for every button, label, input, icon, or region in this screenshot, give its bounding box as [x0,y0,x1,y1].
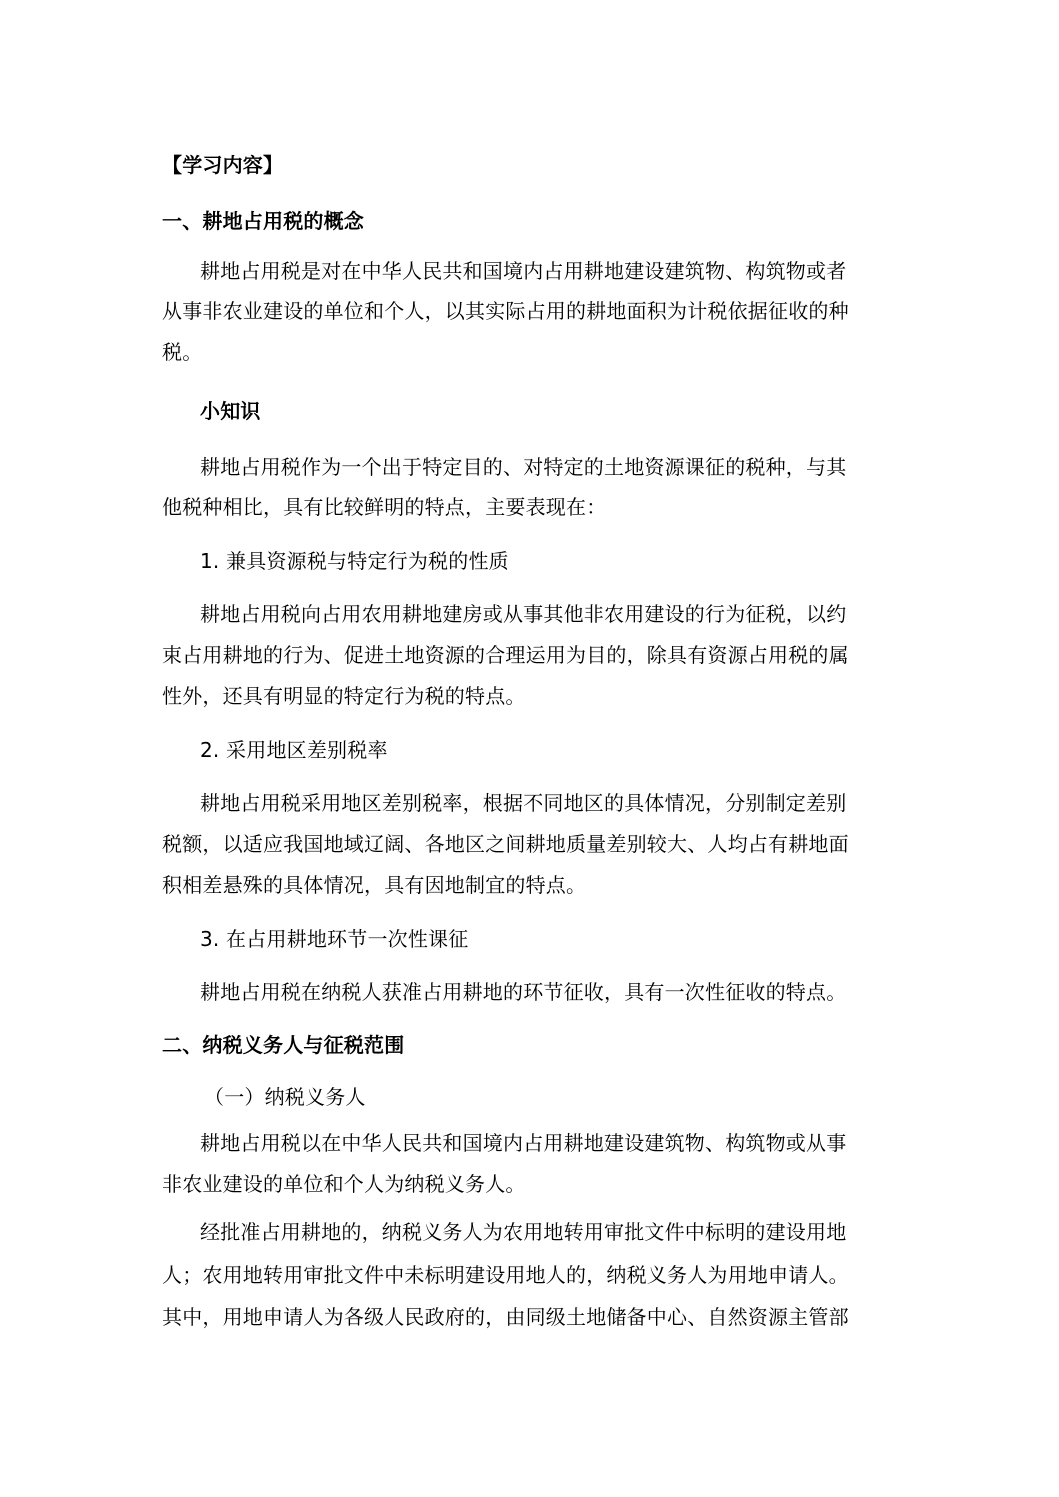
paragraph-line: 耕地占用税采用地区差别税率，根据不同地区的具体情况，分别制定差别 [200,791,847,815]
paragraph-line: 经批准占用耕地的，纳税义务人为农用地转用审批文件中标明的建设用地 [200,1220,847,1244]
heading-1: 一、耕地占用税的概念 [162,209,364,233]
paragraph-line: 耕地占用税是对在中华人民共和国境内占用耕地建设建筑物、构筑物或者 [200,259,847,283]
paragraph-line: 税。 [162,340,203,364]
paragraph-line: 税额，以适应我国地域辽阔、各地区之间耕地质量差别较大、人均占有耕地面 [162,832,849,856]
paragraph-line: 他税种相比，具有比较鲜明的特点，主要表现在： [162,495,607,519]
paragraph-line: 耕地占用税向占用农用耕地建房或从事其他非农用建设的行为征税，以约 [200,602,847,626]
paragraph-line: 束占用耕地的行为、促进土地资源的合理运用为目的，除具有资源占用税的属 [162,643,849,667]
paragraph-line: 其中，用地申请人为各级人民政府的，由同级土地储备中心、自然资源主管部 [162,1305,849,1329]
paragraph-line: 性外，还具有明显的特定行为税的特点。 [162,684,526,708]
feature-title: 3. 在占用耕地环节一次性课征 [200,927,469,951]
paragraph-line: 耕地占用税作为一个出于特定目的、对特定的土地资源课征的税种，与其 [200,455,847,479]
tip-title: 小知识 [200,399,261,423]
paragraph-line: 耕地占用税在纳税人获准占用耕地的环节征收，具有一次性征收的特点。 [200,980,847,1004]
feature-title: 2. 采用地区差别税率 [200,738,388,762]
heading-2: 二、纳税义务人与征税范围 [162,1033,405,1057]
paragraph-line: 非农业建设的单位和个人为纳税义务人。 [162,1172,526,1196]
feature-title: 1. 兼具资源税与特定行为税的性质 [200,549,509,573]
sub-heading: （一）纳税义务人 [204,1085,366,1109]
section-header: 【学习内容】 [162,153,284,177]
paragraph-line: 从事非农业建设的单位和个人，以其实际占用的耕地面积为计税依据征收的种 [162,299,849,323]
paragraph-line: 积相差悬殊的具体情况，具有因地制宜的特点。 [162,873,587,897]
paragraph-line: 人；农用地转用审批文件中未标明建设用地人的，纳税义务人为用地申请人。 [162,1263,849,1287]
paragraph-line: 耕地占用税以在中华人民共和国境内占用耕地建设建筑物、构筑物或从事 [200,1131,847,1155]
